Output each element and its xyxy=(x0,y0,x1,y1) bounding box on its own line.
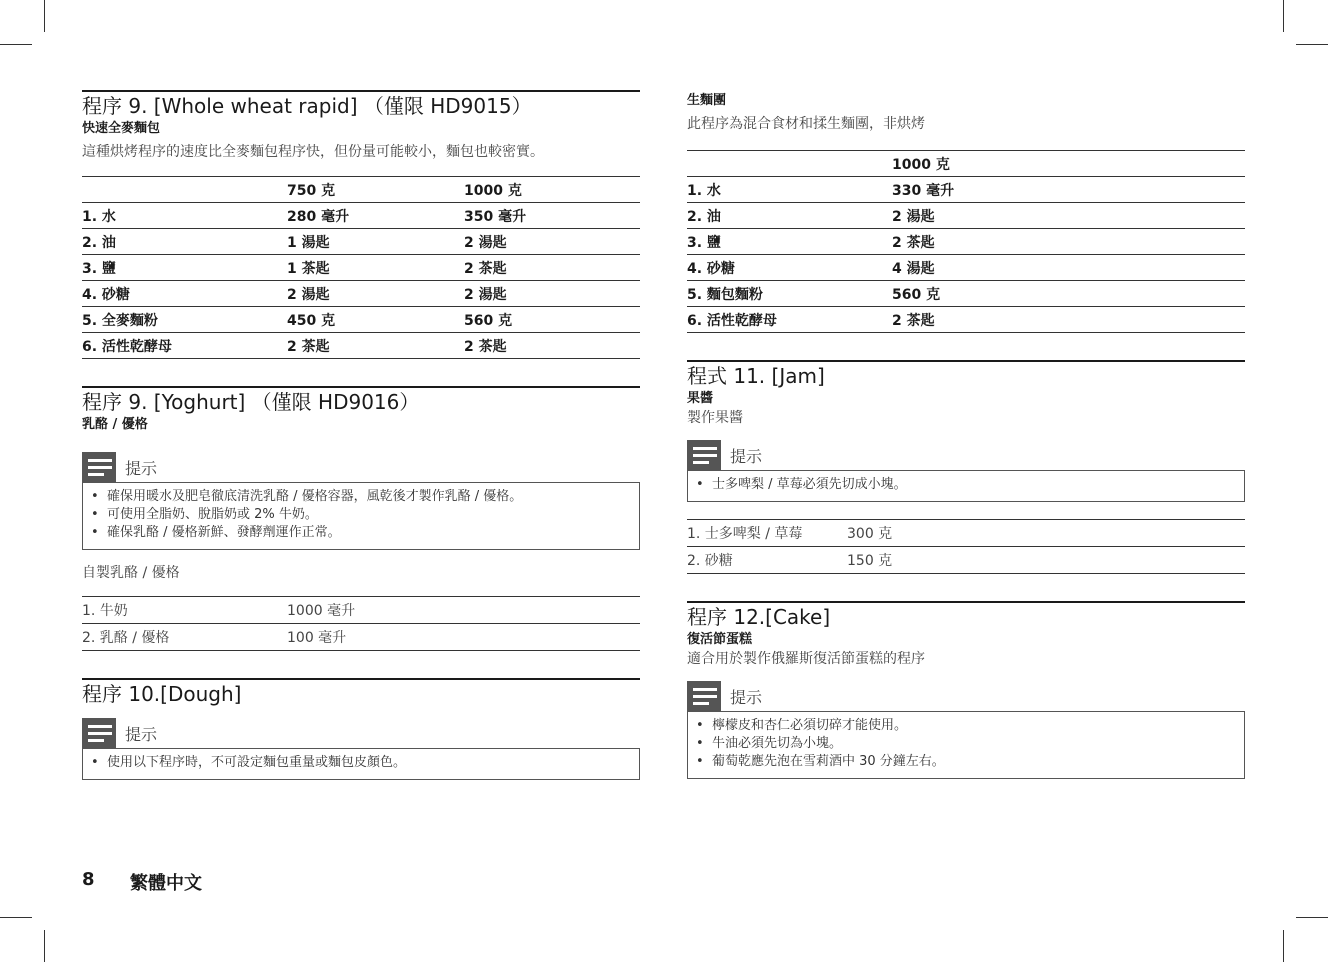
table-row: 1. 士多啤梨 / 草莓 300 克 xyxy=(687,520,1245,547)
section-title: 程式 11. [Jam] xyxy=(687,360,1245,388)
tip-box xyxy=(82,748,640,780)
table-row: 4. 砂糖 4 湯匙 xyxy=(687,255,1245,281)
tip-box xyxy=(82,482,640,550)
crop-mark xyxy=(1296,44,1328,45)
recipe-table xyxy=(82,596,640,651)
tip-item: • 可使用全脂奶、脫脂奶或 2% 牛奶。 xyxy=(91,506,631,524)
section-subtitle: 復活節蛋糕 xyxy=(687,632,753,647)
table-row: 1. 水 280 毫升 350 毫升 xyxy=(82,203,640,229)
table-row: 3. 鹽 1 茶匙 2 茶匙 xyxy=(82,255,640,281)
section-subtitle: 生麵團 xyxy=(687,93,727,108)
tip-item: • 牛油必須先切為小塊。 xyxy=(696,735,1236,753)
recipe-table xyxy=(687,150,1245,333)
right-column xyxy=(687,90,1245,779)
crop-mark xyxy=(1283,930,1284,962)
section-description: 這種烘烤程序的速度比全麥麵包程序快，但份量可能較小，麵包也較密實。 xyxy=(82,144,544,160)
left-column xyxy=(82,90,640,780)
tip-item: • 士多啤梨 / 草莓必須先切成小塊。 xyxy=(696,476,1236,494)
tip-box xyxy=(687,470,1245,502)
table-row: 1. 水 330 毫升 xyxy=(687,177,1245,203)
section-yoghurt xyxy=(82,386,640,651)
tip-item: • 使用以下程序時，不可設定麵包重量或麵包皮顏色。 xyxy=(91,754,631,772)
table-row: 3. 鹽 2 茶匙 xyxy=(687,229,1245,255)
recipe-table xyxy=(687,519,1245,574)
table-row: 6. 活性乾酵母 2 茶匙 2 茶匙 xyxy=(82,333,640,359)
section-whole-wheat-rapid xyxy=(82,90,640,359)
tip-item: • 檸檬皮和杏仁必須切碎才能使用。 xyxy=(696,717,1236,735)
tip-label: 提示 xyxy=(125,724,158,744)
crop-mark xyxy=(0,917,32,918)
table-row: 2. 乳酪 / 優格 100 毫升 xyxy=(82,624,640,651)
section-dough xyxy=(82,678,640,780)
table-row: 4. 砂糖 2 湯匙 2 湯匙 xyxy=(82,281,640,307)
note-icon xyxy=(687,440,721,470)
table-row: 1. 牛奶 1000 毫升 xyxy=(82,597,640,624)
table-row: 2. 砂糖 150 克 xyxy=(687,547,1245,574)
table-row: 5. 麵包麵粉 560 克 xyxy=(687,281,1245,307)
section-title: 程序 9. [Whole wheat rapid] （僅限 HD9015） xyxy=(82,90,640,118)
tip-label: 提示 xyxy=(125,458,158,478)
section-dough-recipe xyxy=(687,92,1245,333)
tip-item: • 確保乳酪 / 優格新鮮、發酵劑運作正常。 xyxy=(91,524,631,542)
note-icon xyxy=(82,452,116,482)
table-row: 5. 全麥麵粉 450 克 560 克 xyxy=(82,307,640,333)
section-title: 程序 10.[Dough] xyxy=(82,678,640,706)
crop-mark xyxy=(1296,917,1328,918)
tip-box xyxy=(687,711,1245,779)
section-subtitle: 乳酪 / 優格 xyxy=(82,417,148,432)
section-description: 適合用於製作俄羅斯復活節蛋糕的程序 xyxy=(687,651,925,667)
tip-label: 提示 xyxy=(730,687,763,707)
section-description: 製作果醬 xyxy=(687,410,743,426)
section-subtitle: 快速全麥麵包 xyxy=(82,121,161,136)
recipe-table xyxy=(82,176,640,359)
crop-mark xyxy=(1283,0,1284,32)
note-icon xyxy=(82,718,116,748)
section-cake xyxy=(687,601,1245,779)
section-jam xyxy=(687,360,1245,574)
table-row: 1000 克 xyxy=(687,151,1245,177)
crop-mark xyxy=(0,44,32,45)
recipe-label: 自製乳酪 / 優格 xyxy=(82,565,180,581)
table-row: 2. 油 2 湯匙 xyxy=(687,203,1245,229)
tip-label: 提示 xyxy=(730,446,763,466)
footer-language: 繁體中文 xyxy=(130,873,202,894)
section-title: 程序 9. [Yoghurt] （僅限 HD9016） xyxy=(82,386,640,414)
crop-mark xyxy=(44,930,45,962)
tip-header xyxy=(687,440,1245,470)
tip-item: • 確保用暖水及肥皂徹底清洗乳酪 / 優格容器，風乾後才製作乳酪 / 優格。 xyxy=(91,488,631,506)
table-row: 750 克 1000 克 xyxy=(82,177,640,203)
tip-header xyxy=(687,681,1245,711)
section-description: 此程序為混合食材和揉生麵團，非烘烤 xyxy=(687,116,925,132)
note-icon xyxy=(687,681,721,711)
tip-header xyxy=(82,452,640,482)
table-row: 6. 活性乾酵母 2 茶匙 xyxy=(687,307,1245,333)
crop-mark xyxy=(44,0,45,32)
table-row: 2. 油 1 湯匙 2 湯匙 xyxy=(82,229,640,255)
page-number: 8 xyxy=(82,869,95,890)
tip-header xyxy=(82,718,640,748)
section-subtitle: 果醬 xyxy=(687,391,714,406)
section-title: 程序 12.[Cake] xyxy=(687,601,1245,629)
tip-item: • 葡萄乾應先泡在雪莉酒中 30 分鐘左右。 xyxy=(696,753,1236,771)
